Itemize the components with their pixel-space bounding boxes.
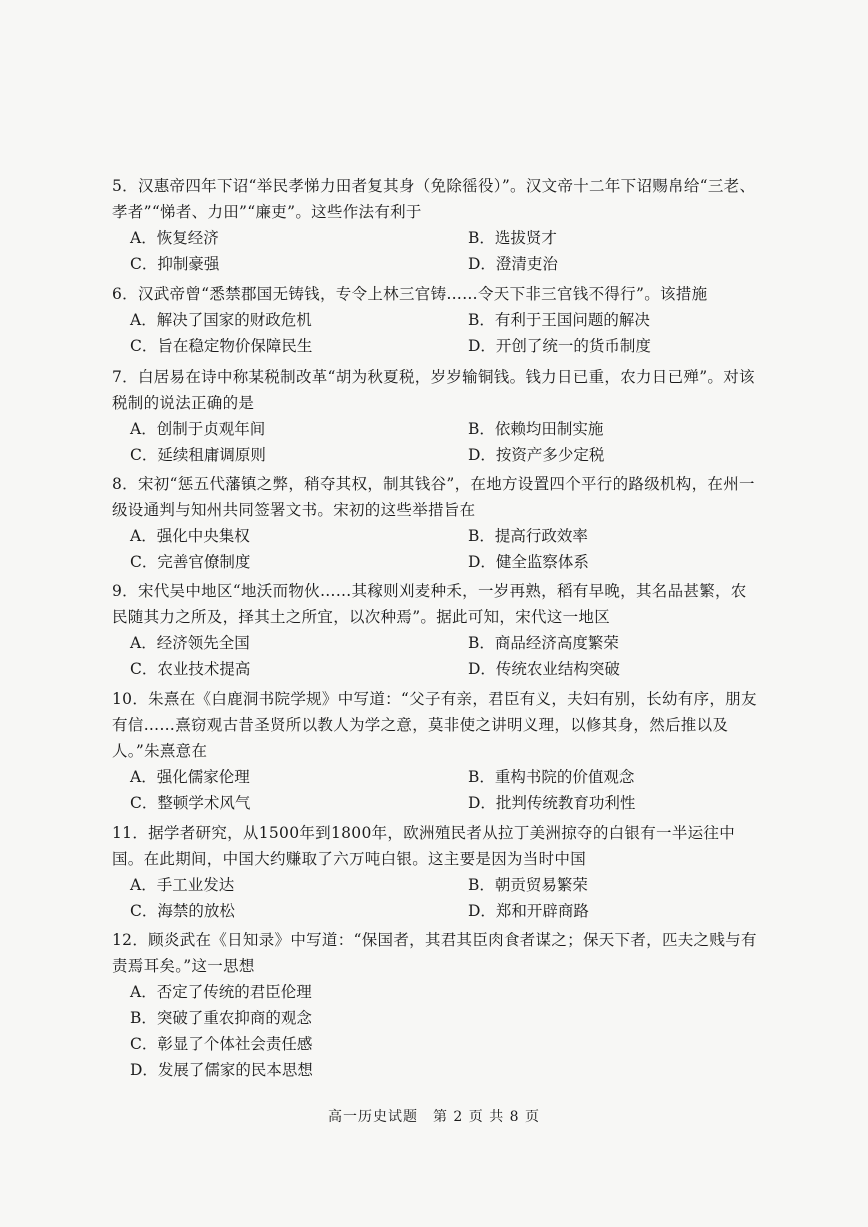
question-8 (112, 471, 762, 575)
option-b: B．提高行政效率 (468, 527, 588, 545)
option-c: C．抑制豪强 (130, 255, 220, 273)
option-d: D．开创了统一的货币制度 (468, 337, 651, 355)
option-d: D．按资产多少定税 (468, 446, 605, 464)
option-c: C．旨在稳定物价保障民生 (130, 337, 313, 355)
option-b: B．重构书院的价值观念 (468, 768, 635, 786)
question-10 (112, 686, 762, 816)
question-7 (112, 364, 762, 468)
option-b: B．有利于王国问题的解决 (468, 311, 650, 329)
option-d: D．健全监察体系 (468, 553, 589, 571)
option-d: D．澄清吏治 (468, 255, 558, 273)
option-c: C．整顿学术风气 (130, 794, 251, 812)
question-5 (112, 173, 762, 277)
page-footer: 高一历史试题 第 2 页 共 8 页 (327, 1109, 541, 1125)
question-stem: 10．朱熹在《白鹿洞书院学规》中写道：“父子有亲，君臣有义，夫妇有别，长幼有序，朋友有信……熹窃观古昔圣贤所以教人为学之意，莫非使之讲明义理，以修其身，然后推以及人。”朱熹意在 (112, 690, 757, 760)
options-grid (130, 307, 762, 359)
question-6 (112, 281, 762, 359)
options-grid (130, 416, 762, 468)
option-c: C．农业技术提高 (130, 660, 251, 678)
option-d: D．批判传统教育功利性 (468, 794, 636, 812)
option-d: D．传统农业结构突破 (468, 660, 620, 678)
option-a: A．恢复经济 (130, 229, 219, 247)
question-stem: 5．汉惠帝四年下诏“举民孝悌力田者复其身（免除徭役）”。汉文帝十二年下诏赐帛给“三老、孝者”“悌者、力田”“廉吏”。这些作法有利于 (112, 177, 756, 221)
option-b: B．朝贡贸易繁荣 (468, 876, 588, 894)
question-stem: 7．白居易在诗中称某税制改革“胡为秋夏税，岁岁输铜钱。钱力日已重，农力日已殚”。对该税制的说法正确的是 (112, 368, 755, 412)
question-stem: 9．宋代吴中地区“地沃而物伙……其稼则刈麦种禾，一岁再熟，稻有早晚，其名品甚繁，农民随其力之所及，择其土之所宜，以次种焉”。据此可知，宋代这一地区 (112, 582, 747, 626)
question-stem: 8．宋初“惩五代藩镇之弊，稍夺其权，制其钱谷”，在地方设置四个平行的路级机构，在州一级设通判与知州共同签署文书。宋初的这些举措旨在 (112, 475, 755, 519)
option-b: B．依赖均田制实施 (468, 420, 604, 438)
options-grid (130, 523, 762, 575)
option-b: B．选拔贤才 (468, 229, 557, 247)
option-a: A．解决了国家的财政危机 (130, 311, 312, 329)
options-list (130, 979, 762, 1083)
options-grid (130, 630, 762, 682)
option-d: D．发展了儒家的民本思想 (130, 1061, 313, 1079)
question-11 (112, 820, 762, 924)
option-a: A．手工业发达 (130, 876, 235, 894)
option-a: A．强化中央集权 (130, 527, 250, 545)
option-b: B．商品经济高度繁荣 (468, 634, 619, 652)
option-a: A．经济领先全国 (130, 634, 250, 652)
options-grid (130, 872, 762, 924)
option-a: A．否定了传统的君臣伦理 (130, 983, 312, 1001)
question-stem: 12．顾炎武在《日知录》中写道：“保国者，其君其臣肉食者谋之；保天下者，匹夫之贱与有责焉耳矣。”这一思想 (112, 931, 757, 975)
option-c: C．延续租庸调原则 (130, 446, 266, 464)
option-a: A．强化儒家伦理 (130, 768, 250, 786)
question-stem: 6．汉武帝曾“悉禁郡国无铸钱，专令上林三官铸……令天下非三官钱不得行”。该措施 (112, 285, 708, 303)
option-c: C．海禁的放松 (130, 902, 235, 920)
question-12 (112, 927, 762, 1083)
options-grid (130, 764, 762, 816)
option-d: D．郑和开辟商路 (468, 902, 589, 920)
question-9 (112, 578, 762, 682)
option-b: B．突破了重农抑商的观念 (130, 1009, 312, 1027)
option-c: C．完善官僚制度 (130, 553, 251, 571)
question-stem: 11．据学者研究，从1500年到1800年，欧洲殖民者从拉丁美洲掠夺的白银有一半运往中国。在此期间，中国大约赚取了六万吨白银。这主要是因为当时中国 (112, 824, 736, 868)
options-grid (130, 225, 762, 277)
option-a: A．创制于贞观年间 (130, 420, 266, 438)
option-c: C．彰显了个体社会责任感 (130, 1035, 313, 1053)
